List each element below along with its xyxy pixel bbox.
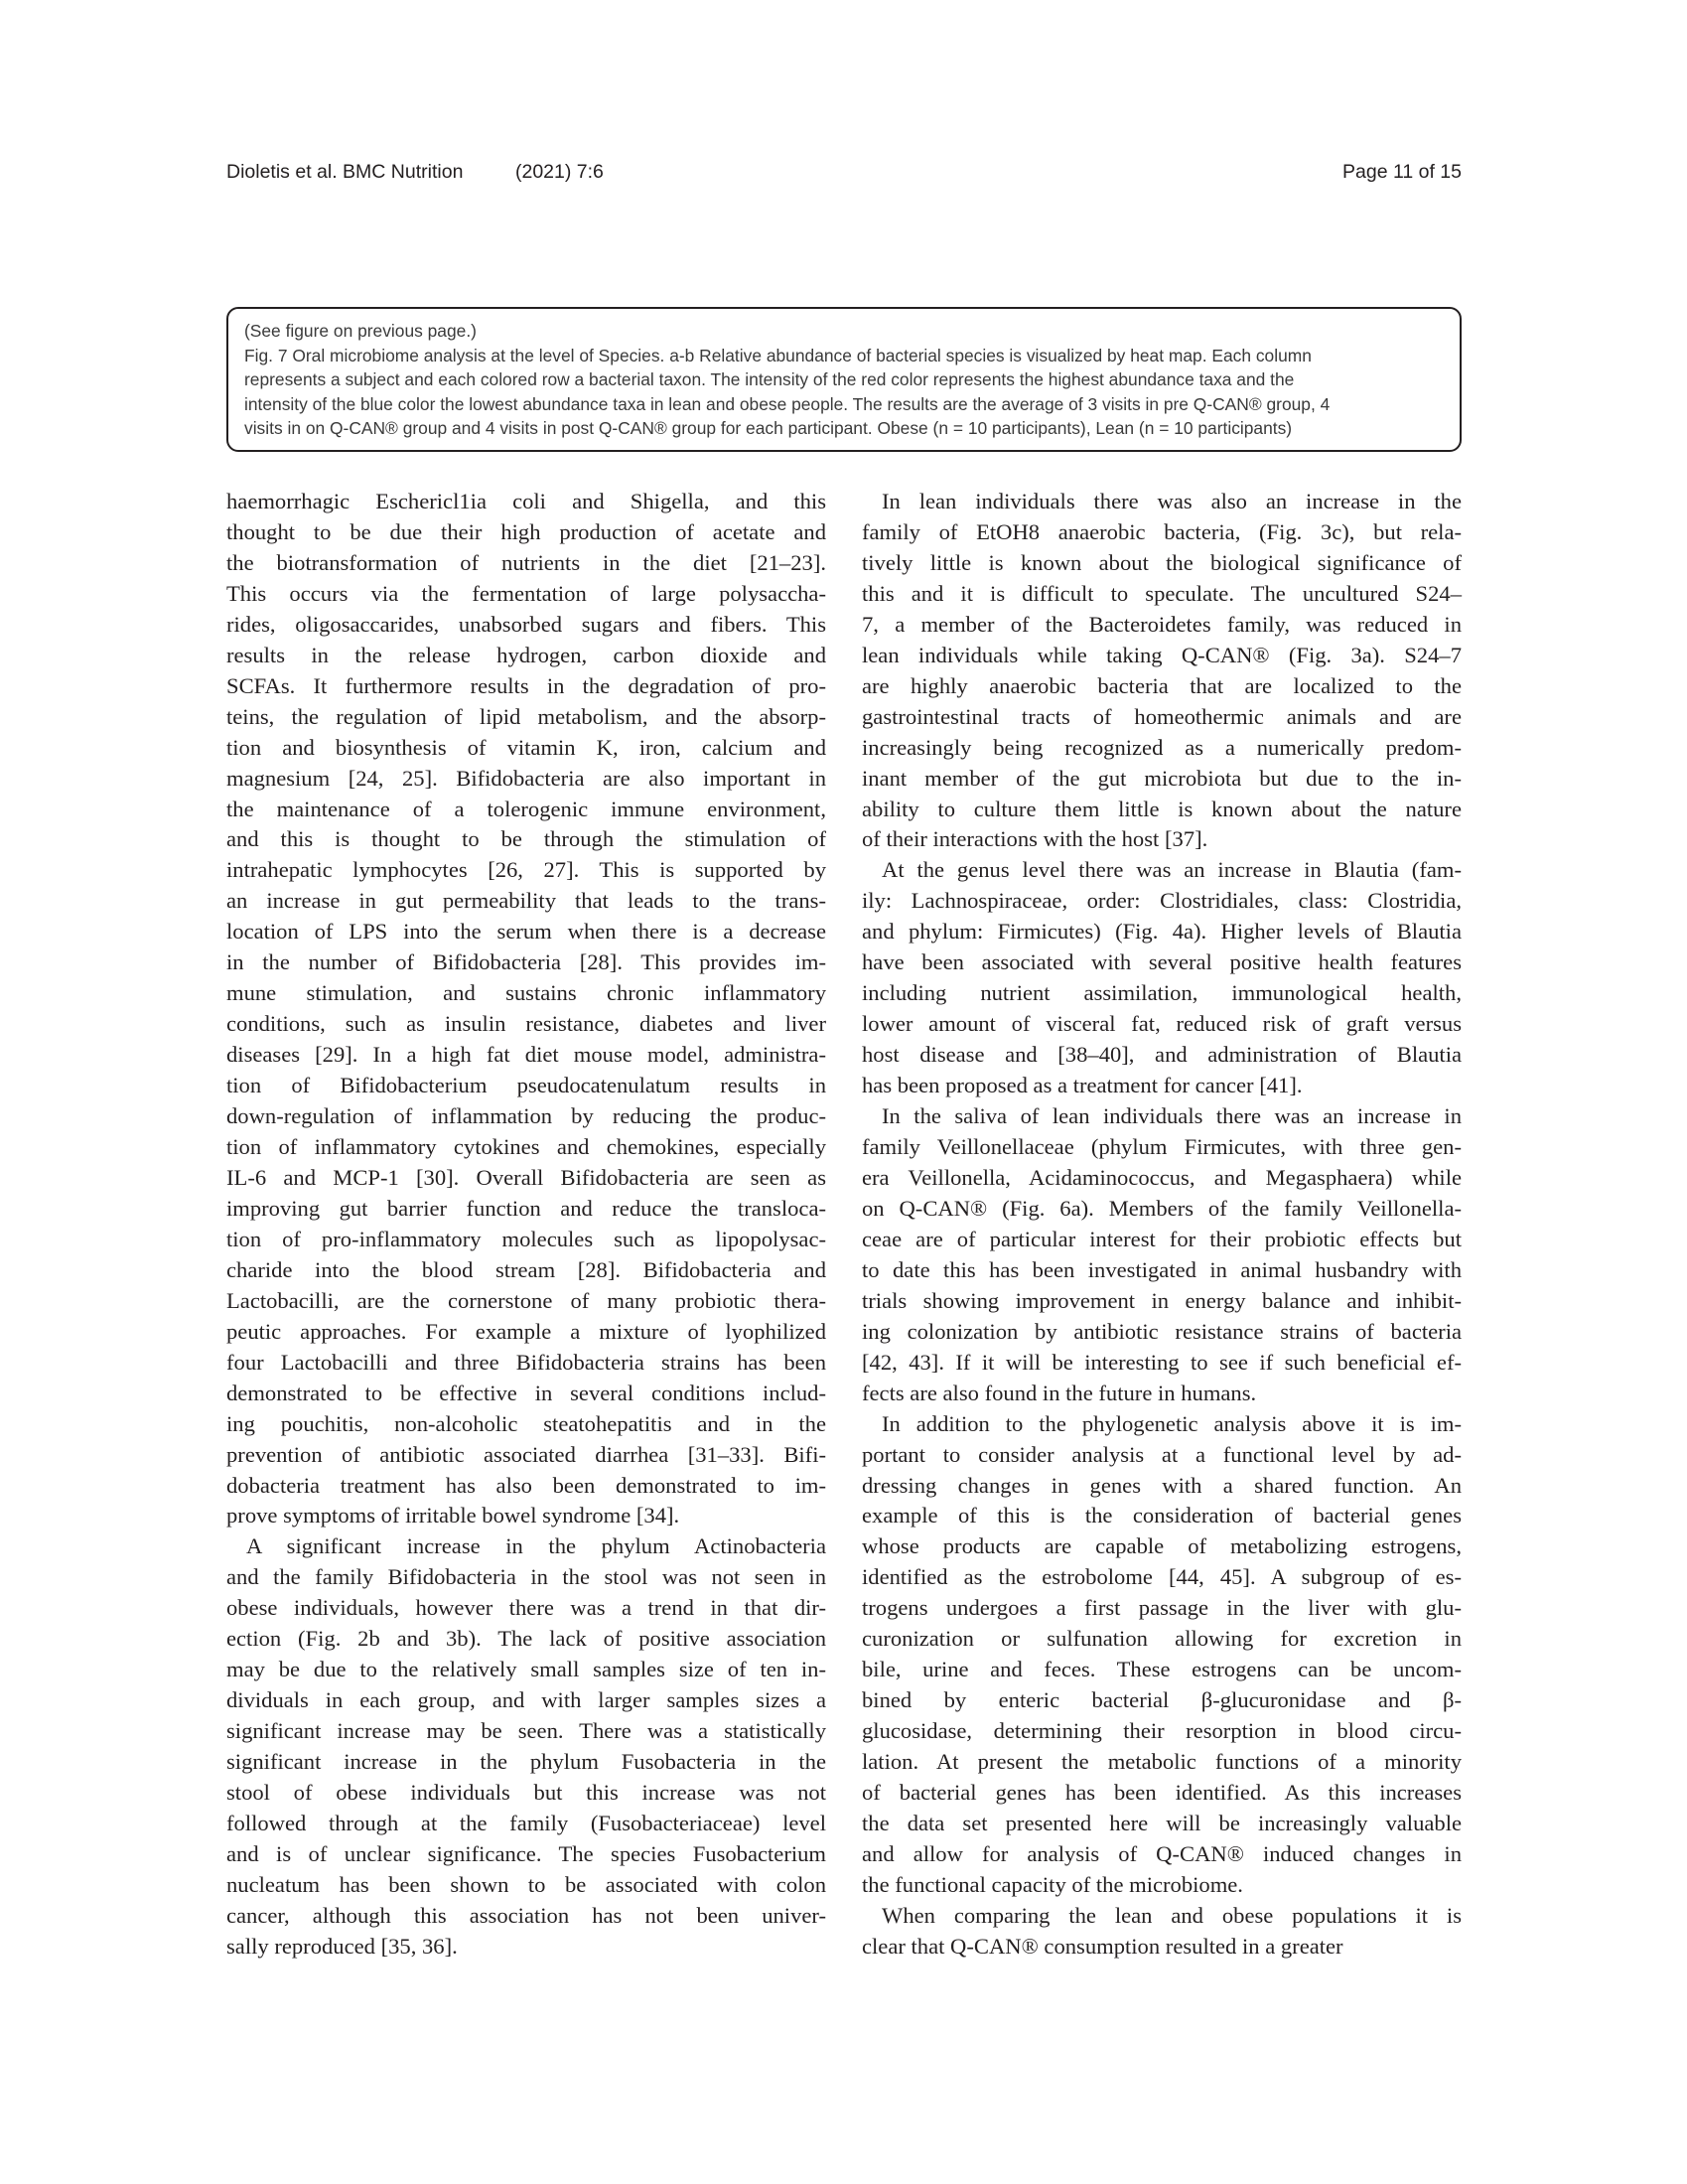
text-line: ily: Lachnospiraceae, order: Clostridiales, class: Clostridia, xyxy=(862,888,1462,914)
text-line: nucleatum has been shown to be associated with colon xyxy=(226,1871,826,1897)
text-line: results in the release hydrogen, carbon dioxide and xyxy=(226,642,826,667)
text-line: ability to culture them little is known about the nature xyxy=(862,796,1462,821)
text-line: IL-6 and MCP-1 [30]. Overall Bifidobacteria are seen as xyxy=(226,1164,826,1190)
text-line: In the saliva of lean individuals there was an increase in xyxy=(882,1103,1462,1129)
text-line: four Lactobacilli and three Bifidobacteria strains has been xyxy=(226,1349,826,1375)
text-line: tion of Bifidobacterium pseudocatenulatum results in xyxy=(226,1073,826,1098)
text-line: conditions, such as insulin resistance, diabetes and liver xyxy=(226,1011,826,1037)
text-line: and allow for analysis of Q-CAN® induced changes in xyxy=(862,1840,1462,1866)
see-previous-page-note: (See figure on previous page.) xyxy=(244,321,477,341)
text-line: ing pouchitis, non-alcoholic steatohepatitis and in the xyxy=(226,1410,826,1436)
text-line: In addition to the phylogenetic analysis above it is im- xyxy=(882,1410,1462,1436)
text-line: family of EtOH8 anaerobic bacteria, (Fig. 3c), but rela- xyxy=(862,518,1462,544)
text-line: trials showing improvement in energy balance and inhibit- xyxy=(862,1287,1462,1313)
text-line: and phylum: Firmicutes) (Fig. 4a). Higher levels of Blautia xyxy=(862,919,1462,945)
text-line: of their interactions with the host [37]. xyxy=(862,826,1208,852)
text-line: improving gut barrier function and reduce the transloca- xyxy=(226,1195,826,1221)
text-line: has been proposed as a treatment for cancer [41]. xyxy=(862,1073,1303,1098)
text-line: A significant increase in the phylum Actinobacteria xyxy=(246,1533,826,1559)
text-line: In lean individuals there was also an increase in the xyxy=(882,489,1462,513)
text-line: ing colonization by antibiotic resistance strains of bacteria xyxy=(862,1318,1462,1344)
text-line: stool of obese individuals but this increase was not xyxy=(226,1780,826,1806)
text-line: When comparing the lean and obese populations it is xyxy=(882,1902,1462,1928)
text-line: fects are also found in the future in humans. xyxy=(862,1380,1257,1405)
caption-line xyxy=(244,344,1444,368)
text-line: lation. At present the metabolic functions of a minority xyxy=(862,1749,1462,1775)
text-line: bined by enteric bacterial β-glucuronidase and β- xyxy=(862,1687,1462,1713)
text-line: curonization or sulfunation allowing for excretion in xyxy=(862,1626,1462,1652)
text-line: obese individuals, however there was a trend in that dir- xyxy=(226,1595,826,1621)
text-line: example of this is the consideration of bacterial genes xyxy=(862,1503,1462,1529)
text-line: tion of pro-inflammatory molecules such as lipopolysac- xyxy=(226,1226,826,1251)
text-line: diseases [29]. In a high fat diet mouse model, administra- xyxy=(226,1042,826,1068)
text-line: lean individuals while taking Q-CAN® (Fig. 3a). S24–7 xyxy=(862,642,1462,667)
text-line: increasingly being recognized as a numerically predom- xyxy=(862,734,1462,760)
text-line: glucosidase, determining their resorption in blood circu- xyxy=(862,1718,1462,1744)
text-line: dividuals in each group, and with larger samples sizes a xyxy=(226,1687,826,1713)
text-line: mune stimulation, and sustains chronic inflammatory xyxy=(226,980,826,1006)
text-line: have been associated with several positive health features xyxy=(862,949,1462,975)
caption-line: intensity of the blue color the lowest abundance taxa in lean and obese people. The results are the average of 3 visits in pre Q-CAN® group, 4 xyxy=(244,393,1331,414)
text-line: and this is thought to be through the stimulation of xyxy=(226,826,826,852)
journal-citation: Dioletis et al. BMC Nutrition xyxy=(226,161,464,183)
text-line: intrahepatic lymphocytes [26, 27]. This is supported by xyxy=(226,857,826,883)
text-line: demonstrated to be effective in several conditions includ- xyxy=(226,1380,826,1405)
text-line: lower amount of visceral fat, reduced risk of graft versus xyxy=(862,1011,1462,1037)
text-line: ection (Fig. 2b and 3b). The lack of positive association xyxy=(226,1626,826,1652)
text-line: cancer, although this association has not been univer- xyxy=(226,1902,826,1928)
text-line: clear that Q-CAN® consumption resulted in a greater xyxy=(862,1933,1343,1959)
text-line: trogens undergoes a first passage in the liver with glu- xyxy=(862,1595,1462,1621)
text-line: to date this has been investigated in animal husbandry with xyxy=(862,1256,1462,1282)
text-line: rides, oligosaccarides, unabsorbed sugars and fibers. This xyxy=(226,611,826,637)
text-line: tion of inflammatory cytokines and chemokines, especially xyxy=(226,1134,826,1160)
text-line: Lactobacilli, are the cornerstone of many probiotic thera- xyxy=(226,1287,826,1313)
text-line: [42, 43]. If it will be interesting to see if such beneficial ef- xyxy=(862,1349,1462,1375)
text-line: significant increase in the phylum Fusobacteria in the xyxy=(226,1749,826,1775)
text-line: and is of unclear significance. The species Fusobacterium xyxy=(226,1840,826,1866)
text-line: sally reproduced [35, 36]. xyxy=(226,1933,458,1959)
text-line: including nutrient assimilation, immunological health, xyxy=(862,980,1462,1006)
caption-line: visits in on Q-CAN® group and 4 visits in post Q-CAN® group for each participant. Obese (n = 10 participants), Lean (n = 10 participants) xyxy=(244,418,1293,438)
text-line: and the family Bifidobacteria in the stool was not seen in xyxy=(226,1564,826,1590)
text-line: inant member of the gut microbiota but due to the in- xyxy=(862,765,1462,791)
volume-year: (2021) 7:6 xyxy=(515,161,604,183)
text-line: of bacterial genes has been identified. As this increases xyxy=(862,1780,1462,1806)
text-line: magnesium [24, 25]. Bifidobacteria are also important in xyxy=(226,765,826,791)
text-line: location of LPS into the serum when there is a decrease xyxy=(226,919,826,945)
text-line: charide into the blood stream [28]. Bifidobacteria and xyxy=(226,1256,826,1282)
text-line: significant increase may be seen. There was a statistically xyxy=(226,1718,826,1744)
text-line: prevention of antibiotic associated diarrhea [31–33]. Bifi- xyxy=(226,1441,826,1467)
text-line: tively little is known about the biological significance of xyxy=(862,549,1462,575)
text-line: gastrointestinal tracts of homeothermic animals and are xyxy=(862,703,1462,729)
text-line: era Veillonella, Acidaminococcus, and Megasphaera) while xyxy=(862,1164,1462,1190)
text-line: thought to be due their high production of acetate and xyxy=(226,518,826,544)
text-line: in the number of Bifidobacteria [28]. This provides im- xyxy=(226,949,826,975)
text-line: dressing changes in genes with a shared function. An xyxy=(862,1472,1462,1498)
text-line: tion and biosynthesis of vitamin K, iron, calcium and xyxy=(226,734,826,760)
text-line: family Veillonellaceae (phylum Firmicutes, with three gen- xyxy=(862,1134,1462,1160)
text-line: prove symptoms of irritable bowel syndrome [34]. xyxy=(226,1503,680,1529)
text-line: teins, the regulation of lipid metabolism, and the absorp- xyxy=(226,703,826,729)
text-line: are highly anaerobic bacteria that are localized to the xyxy=(862,672,1462,698)
text-line: the functional capacity of the microbiome. xyxy=(862,1871,1243,1897)
text-line: haemorrhagic Eschericl1ia coli and Shigella, and this xyxy=(226,489,826,513)
right-column xyxy=(862,487,1462,1963)
caption-line: represents a subject and each colored row a bacterial taxon. The intensity of the red color represents the highest abundance taxa and the xyxy=(244,369,1295,389)
caption-text: Oral microbiome analysis at the level of Species. a-b Relative abundance of bacterial species is visualized by heat map. Each column xyxy=(292,345,1312,365)
text-line: may be due to the relatively small samples size of ten in- xyxy=(226,1657,826,1682)
text-line: the data set presented here will be increasingly valuable xyxy=(862,1810,1462,1835)
text-line: the maintenance of a tolerogenic immune environment, xyxy=(226,796,826,821)
text-line: SCFAs. It furthermore results in the degradation of pro- xyxy=(226,672,826,698)
text-line: the biotransformation of nutrients in the diet [21–23]. xyxy=(226,549,826,575)
text-line: this and it is difficult to speculate. The uncultured S24– xyxy=(862,580,1462,606)
text-line: portant to consider analysis at a functional level by ad- xyxy=(862,1441,1462,1467)
text-line: 7, a member of the Bacteroidetes family, was reduced in xyxy=(862,611,1462,637)
running-head xyxy=(226,161,1462,191)
text-line: an increase in gut permeability that leads to the trans- xyxy=(226,888,826,914)
figure-label: Fig. 7 xyxy=(244,345,288,365)
text-line: This occurs via the fermentation of large polysaccha- xyxy=(226,580,826,606)
text-line: followed through at the family (Fusobacteriaceae) level xyxy=(226,1810,826,1835)
text-line: down-regulation of inflammation by reducing the produc- xyxy=(226,1103,826,1129)
text-line: ceae are of particular interest for their probiotic effects but xyxy=(862,1226,1462,1251)
text-line: At the genus level there was an increase in Blautia (fam- xyxy=(882,857,1462,883)
text-line: on Q-CAN® (Fig. 6a). Members of the family Veillonella- xyxy=(862,1195,1462,1221)
text-line: bile, urine and feces. These estrogens can be uncom- xyxy=(862,1657,1462,1682)
text-line: peutic approaches. For example a mixture of lyophilized xyxy=(226,1318,826,1344)
text-line: dobacteria treatment has also been demonstrated to im- xyxy=(226,1472,826,1498)
figure-caption-box xyxy=(226,307,1462,452)
text-line: host disease and [38–40], and administration of Blautia xyxy=(862,1042,1462,1068)
left-column xyxy=(226,487,826,1963)
text-line: identified as the estrobolome [44, 45]. A subgroup of es- xyxy=(862,1564,1462,1590)
text-line: whose products are capable of metabolizing estrogens, xyxy=(862,1533,1462,1559)
page-number: Page 11 of 15 xyxy=(1342,161,1462,183)
